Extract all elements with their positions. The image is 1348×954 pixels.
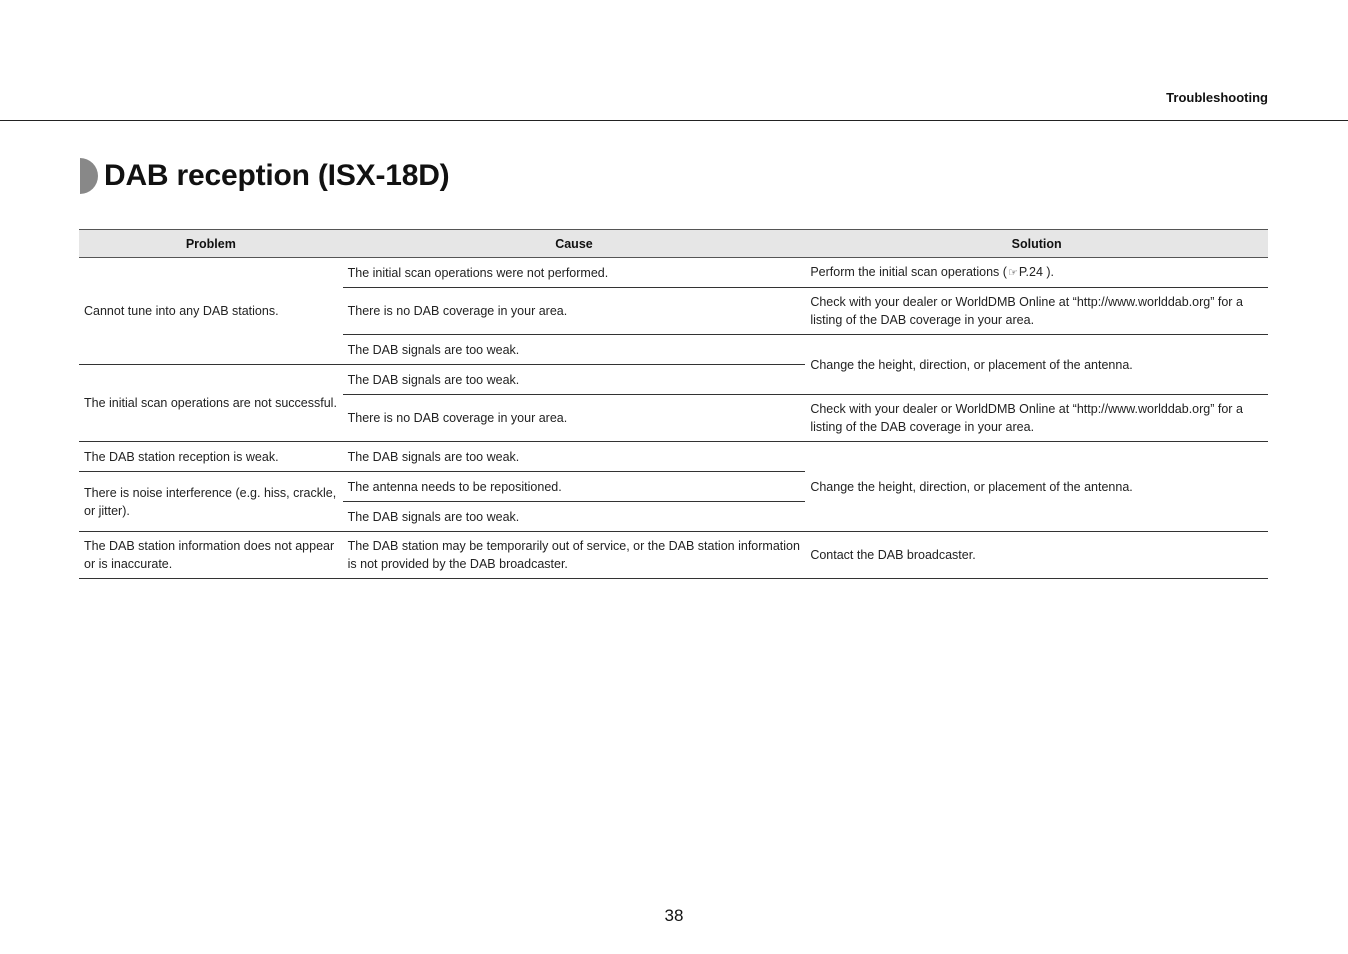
table-row (79, 532, 1268, 579)
solution-cell: Contact the DAB broadcaster. (805, 532, 1268, 579)
hand-pointer-icon: ☞ (1007, 267, 1018, 279)
cause-cell: The DAB signals are too weak. (343, 335, 806, 365)
problem-cell: Cannot tune into any DAB stations. (79, 258, 343, 365)
cause-cell: There is no DAB coverage in your area. (343, 395, 806, 442)
problem-cell: The DAB station information does not appear or is inaccurate. (79, 532, 343, 579)
table-header-row (79, 230, 1268, 258)
cause-cell: There is no DAB coverage in your area. (343, 288, 806, 335)
cause-cell: The initial scan operations were not performed. (343, 258, 806, 288)
column-header-solution: Solution (805, 230, 1268, 258)
page-number: 38 (664, 906, 684, 925)
troubleshooting-table (79, 229, 1268, 579)
cause-cell: The DAB signals are too weak. (343, 442, 806, 472)
solution-text: Perform the initial scan operations ( (810, 265, 1007, 279)
page-title: DAB reception (ISX-18D) (104, 159, 450, 192)
table-row (79, 258, 1268, 288)
cause-cell: The antenna needs to be repositioned. (343, 472, 806, 502)
cause-cell: The DAB signals are too weak. (343, 502, 806, 532)
solution-cell: Change the height, direction, or placement of the antenna. (805, 335, 1268, 395)
table-row (79, 442, 1268, 472)
problem-cell: There is noise interference (e.g. hiss, crackle, or jitter). (79, 472, 343, 532)
problem-cell: The DAB station reception is weak. (79, 442, 343, 472)
solution-cell: Change the height, direction, or placement of the antenna. (805, 442, 1268, 532)
solution-cell: Check with your dealer or WorldDMB Online at “http://www.worlddab.org” for a listing of the DAB coverage in your area. (805, 395, 1268, 442)
page-reference-link[interactable]: P.24 ). (1018, 265, 1055, 279)
solution-cell (805, 258, 1268, 288)
column-header-problem: Problem (79, 230, 343, 258)
cause-cell: The DAB station may be temporarily out of service, or the DAB station information is not provided by the DAB broadcaster. (343, 532, 806, 579)
half-circle-marker-icon (80, 158, 98, 194)
header-divider (0, 120, 1348, 121)
problem-cell: The initial scan operations are not successful. (79, 365, 343, 442)
column-header-cause: Cause (343, 230, 806, 258)
solution-cell: Check with your dealer or WorldDMB Online at “http://www.worlddab.org” for a listing of the DAB coverage in your area. (805, 288, 1268, 335)
section-label: Troubleshooting (1166, 90, 1268, 105)
cause-cell: The DAB signals are too weak. (343, 365, 806, 395)
title-block (80, 158, 449, 194)
